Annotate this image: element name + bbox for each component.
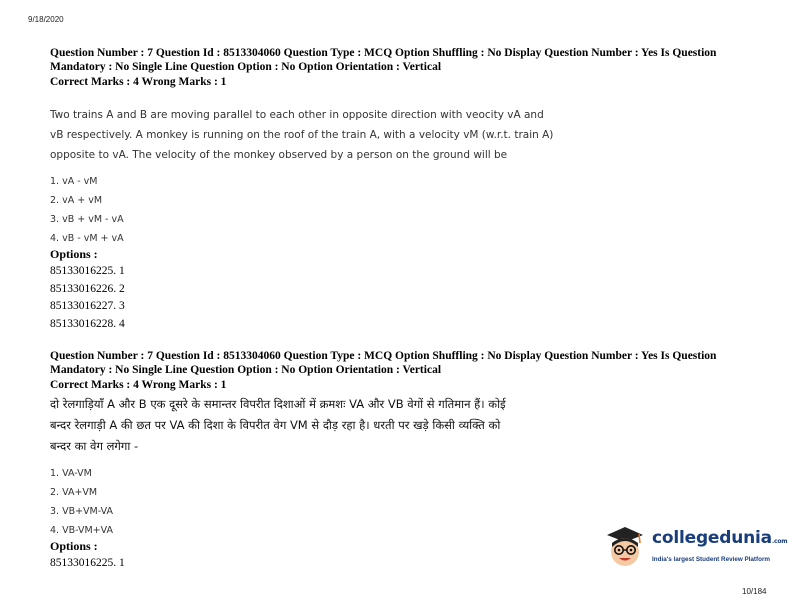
choice-item: 3. vB + vM - vA (50, 214, 124, 225)
question-1-option-ids (50, 263, 125, 333)
question-text-line: दो रेलगाड़ियाँ A और B एक दूसरे के समान्तर विपरीत दिशाओं में क्रमशः VA और VB वेगों से गतिमान हैं। कोई (50, 397, 506, 411)
choice-item: 4. VB-VM+VA (50, 525, 114, 536)
logo-tagline: India's largest Student Review Platform (652, 556, 771, 563)
choice-item: 2. vA + vM (50, 195, 103, 206)
question-2-options-label: Options : (50, 539, 98, 553)
question-1-options-label: Options : (50, 247, 98, 261)
question-2-text (50, 394, 570, 457)
question-text-line: vB respectively. A monkey is running on the roof of the train A, with a velocity vM (w.r.t. train A) (50, 129, 554, 141)
meta-line: Mandatory : No Single Line Question Option : No Option Orientation : Vertical (50, 60, 442, 73)
question-text-line: बन्दर का वेग लगेगा - (50, 439, 139, 453)
choice-item: 2. VA+VM (50, 487, 98, 498)
choice-item: 1. vA - vM (50, 176, 98, 187)
choice-item: 1. VA-VM (50, 468, 92, 479)
question-1-marks: Correct Marks : 4 Wrong Marks : 1 (50, 76, 227, 88)
logo-wordmark (652, 528, 787, 548)
question-1-choices (50, 172, 124, 248)
meta-line: Mandatory : No Single Line Question Option : No Option Orientation : Vertical (50, 363, 442, 376)
option-id: 85133016226. 2 (50, 282, 125, 295)
option-id: 85133016227. 3 (50, 300, 125, 312)
question-1-text (50, 105, 570, 165)
question-text-line: opposite to vA. The velocity of the monkey observed by a person on the ground will be (50, 149, 508, 161)
question-text-line: Two trains A and B are moving parallel to each other in opposite direction with veocity vA and (50, 109, 544, 121)
meta-line: Question Number : 7 Question Id : 8513304060 Question Type : MCQ Option Shuffling : No Display Question Number : Yes Is Question (50, 47, 717, 59)
question-text-line: बन्दर रेलगाड़ी A की छत पर VA की दिशा के विपरीत वेग VM से दौड़ रहा है। धरती पर खड़े किसी व्यक्ति को (50, 418, 501, 432)
logo-suffix: .com (771, 538, 788, 545)
choice-item: 3. VB+VM-VA (50, 506, 114, 517)
option-id: 85133016225. 1 (50, 265, 125, 277)
logo-name: collegedunia (652, 528, 772, 548)
question-2-choices (50, 464, 113, 540)
option-id: 85133016228. 4 (50, 317, 125, 330)
question-1-meta (50, 47, 760, 74)
option-id: 85133016225. 1 (50, 557, 125, 569)
print-date: 9/18/2020 (28, 15, 64, 24)
page-number: 10/184 (742, 587, 767, 596)
question-2-marks: Correct Marks : 4 Wrong Marks : 1 (50, 379, 227, 391)
question-2-meta (50, 350, 760, 377)
meta-line: Question Number : 7 Question Id : 8513304060 Question Type : MCQ Option Shuffling : No Display Question Number : Yes Is Question (50, 350, 717, 362)
question-2-option-ids (50, 555, 125, 573)
choice-item: 4. vB - vM + vA (50, 233, 124, 244)
